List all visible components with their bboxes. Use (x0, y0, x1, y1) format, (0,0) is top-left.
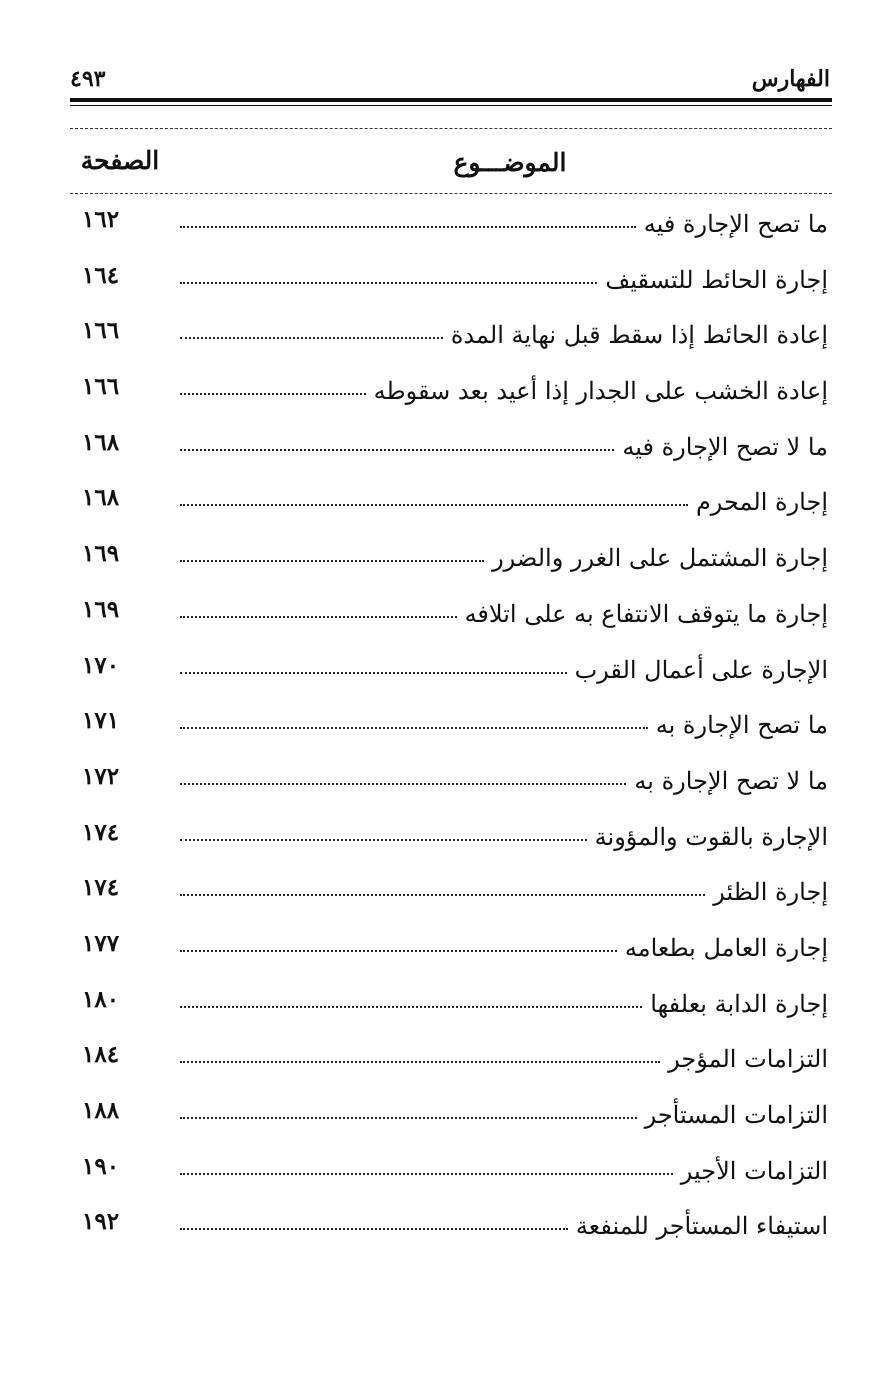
index-entry (70, 757, 830, 813)
entry-page: ١٦٤ (82, 261, 120, 289)
entry-page: ١٦٩ (82, 540, 120, 568)
dot-leader (180, 893, 705, 896)
dot-leader (180, 503, 688, 506)
header-rule-thin (70, 105, 832, 106)
entry-page: ١٧٢ (82, 762, 120, 790)
entry-topic: إجارة العامل بطعامه (624, 933, 828, 962)
header-rule-thick (70, 98, 832, 102)
dot-leader (180, 782, 626, 785)
entry-topic: إجارة ما يتوقف الانتفاع به على اتلافه (464, 599, 828, 628)
column-header-bottom-rule (70, 193, 832, 194)
dot-leader (180, 838, 587, 841)
column-heading-topic: الموضـــوع (453, 148, 567, 177)
dot-leader (180, 615, 457, 618)
entry-topic: إجارة المشتمل على الغرر والضرر (492, 544, 828, 573)
index-entry (70, 701, 830, 757)
index-entry (70, 534, 830, 590)
index-entries (70, 200, 830, 1258)
header-page-number: ٤٩٣ (70, 66, 106, 92)
index-entry (70, 478, 830, 534)
dot-leader (180, 336, 443, 339)
index-entry (70, 367, 830, 423)
header-title: الفهارس (751, 66, 830, 92)
entry-page: ١٨٨ (82, 1097, 120, 1124)
entry-page: ١٦٨ (82, 484, 120, 512)
column-heading-page: الصفحة (80, 146, 160, 175)
index-entry (70, 980, 830, 1036)
index-entry (70, 1202, 830, 1258)
dot-leader (180, 559, 484, 562)
dot-leader (180, 949, 617, 952)
entry-topic: الإجارة بالقوت والمؤونة (594, 822, 828, 851)
index-entry (70, 1091, 830, 1147)
index-entry (70, 813, 830, 869)
dot-leader (180, 392, 366, 395)
entry-page: ١٧٠ (82, 651, 120, 679)
entry-topic: ما لا تصح الإجارة به (634, 766, 828, 795)
entry-page: ١٧٧ (82, 929, 120, 957)
entry-topic: إجارة الدابة بعلفها (650, 989, 828, 1018)
entry-topic: إجارة الظئر (713, 878, 828, 907)
entry-page: ١٦٨ (82, 428, 120, 456)
index-entry (70, 924, 830, 980)
dot-leader (180, 1116, 637, 1119)
column-header-top-rule (70, 128, 832, 129)
running-header (70, 66, 830, 100)
dot-leader (180, 1172, 673, 1175)
index-entry (70, 590, 830, 646)
entry-topic: الإجارة على أعمال القرب (574, 655, 828, 684)
entry-page: ١٨٠ (82, 985, 120, 1013)
entry-page: ١٧١ (82, 707, 120, 735)
entry-page: ١٨٤ (82, 1041, 120, 1069)
entry-topic: إعادة الحائط إذا سقط قبل نهاية المدة (450, 321, 828, 350)
index-entry (70, 256, 830, 312)
dot-leader (180, 726, 648, 729)
entry-topic: التزامات الأجير (680, 1156, 828, 1185)
entry-topic: ما لا تصح الإجارة فيه (622, 432, 828, 461)
entry-page: ١٩٢ (82, 1208, 120, 1236)
entry-topic: استيفاء المستأجر للمنفعة (575, 1212, 828, 1241)
dot-leader (180, 448, 614, 451)
index-entry (70, 646, 830, 702)
entry-page: ١٦٩ (82, 595, 120, 623)
entry-topic: إعادة الخشب على الجدار إذا أعيد بعد سقوطه (373, 377, 828, 406)
entry-topic: التزامات المؤجر (668, 1045, 828, 1074)
index-entry (70, 311, 830, 367)
index-entry (70, 423, 830, 479)
dot-leader (180, 225, 636, 228)
entry-page: ١٦٢ (82, 206, 120, 233)
index-entry (70, 1035, 830, 1091)
dot-leader (180, 1005, 642, 1008)
entry-page: ١٦٦ (82, 373, 120, 401)
entry-page: ١٧٤ (82, 818, 120, 846)
entry-topic: التزامات المستأجر (644, 1101, 828, 1129)
entry-page: ١٦٦ (82, 317, 120, 345)
dot-leader (180, 1227, 568, 1230)
entry-topic: ما تصح الإجارة فيه (643, 210, 828, 238)
entry-page: ١٧٤ (82, 874, 120, 902)
entry-page: ١٩٠ (82, 1152, 120, 1180)
entry-topic: إجارة المحرم (695, 488, 828, 517)
dot-leader (180, 671, 567, 674)
entry-topic: إجارة الحائط للتسقيف (605, 265, 828, 294)
dot-leader (180, 1060, 660, 1063)
index-entry (70, 868, 830, 924)
dot-leader (180, 281, 597, 284)
entry-topic: ما تصح الإجارة به (655, 711, 828, 740)
index-entry (70, 200, 830, 256)
index-entry (70, 1147, 830, 1203)
